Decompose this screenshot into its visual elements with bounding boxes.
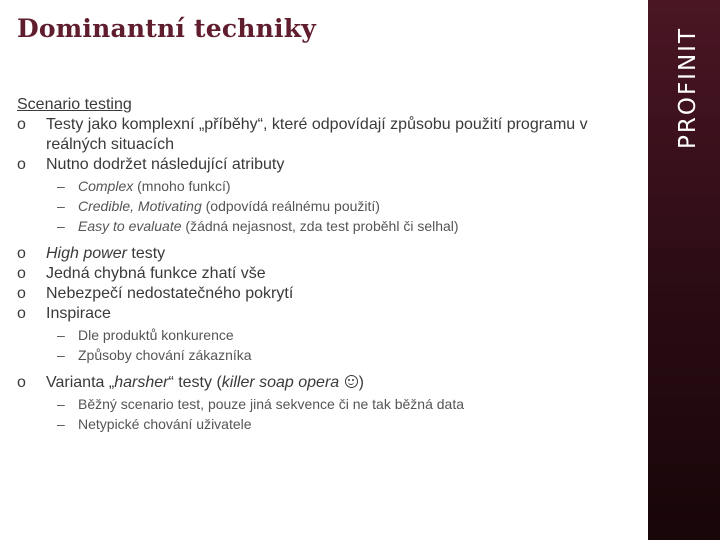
- bullet-text: Testy jako komplexní „příběhy“, které odpovídají způsobu použití programu v reálných situacích: [46, 116, 588, 153]
- sub-bullet-text: Netypické chování uživatele: [78, 416, 252, 432]
- bullet-text: ): [358, 374, 364, 391]
- bullet-marker: o: [17, 285, 26, 302]
- bullet-item: [17, 244, 637, 264]
- bullet-text: [339, 374, 343, 391]
- slide-title: Dominantní techniky: [17, 14, 316, 43]
- section-heading: Scenario testing: [17, 96, 132, 113]
- bullet-text: Varianta „: [46, 374, 115, 391]
- dash-marker: –: [57, 396, 65, 412]
- sub-bullet-text: Způsoby chování zákazníka: [78, 347, 252, 363]
- bullet-text: Inspirace: [46, 305, 111, 322]
- sub-bullet-item: [17, 196, 637, 216]
- bullet-item: [17, 264, 637, 284]
- sub-bullet-item: [17, 325, 637, 345]
- brand-logo: PROFINIT: [675, 26, 701, 150]
- bullet-marker: o: [17, 116, 26, 133]
- bullet-emphasis: killer soap opera: [221, 374, 340, 391]
- bullet-text: Nutno dodržet následující atributy: [46, 156, 285, 173]
- bullet-text: Jedná chybná funkce zhatí vše: [46, 265, 266, 282]
- sub-bullet-item: [17, 176, 637, 196]
- sub-bullet-emphasis: Easy to evaluate: [78, 218, 182, 234]
- sub-bullet-item: [17, 216, 637, 236]
- dash-marker: –: [57, 198, 65, 214]
- dash-marker: –: [57, 178, 65, 194]
- sub-bullet-emphasis: Complex: [78, 178, 134, 194]
- smiley-icon: [345, 375, 358, 388]
- bullet-emphasis: harsher: [114, 374, 169, 391]
- sub-bullet-text: (odpovídá reálnému použití): [201, 198, 380, 214]
- bullet-emphasis: High power: [46, 245, 127, 262]
- bullet-marker: o: [17, 265, 26, 282]
- sub-bullet-item: [17, 345, 637, 365]
- bullet-marker: o: [17, 374, 26, 391]
- bullet-item: [17, 304, 637, 324]
- bullet-marker: o: [17, 245, 26, 262]
- sub-bullet-text: (žádná nejasnost, zda test proběhl či selhal): [181, 218, 459, 234]
- bullet-text: testy: [126, 245, 166, 262]
- bullet-marker: o: [17, 305, 26, 322]
- bullet-text: “ testy (: [168, 374, 222, 391]
- bullet-item: [17, 155, 637, 175]
- bullet-marker: o: [17, 156, 26, 173]
- sub-bullet-text: Běžný scenario test, pouze jiná sekvence či ne tak běžná data: [78, 396, 465, 412]
- dash-marker: –: [57, 327, 65, 343]
- sub-bullet-text: Dle produktů konkurence: [78, 327, 234, 343]
- bullet-item: [17, 284, 637, 304]
- slide-content: [17, 95, 637, 434]
- bullet-text: Nebezpečí nedostatečného pokrytí: [46, 285, 294, 302]
- sub-bullet-emphasis: Credible, Motivating: [78, 198, 202, 214]
- bullet-item: [17, 373, 637, 393]
- dash-marker: –: [57, 347, 65, 363]
- sub-bullet-text: (mnoho funkcí): [133, 178, 231, 194]
- dash-marker: –: [57, 416, 65, 432]
- dash-marker: –: [57, 218, 65, 234]
- sub-bullet-item: [17, 394, 637, 414]
- bullet-item: [17, 115, 637, 155]
- sub-bullet-item: [17, 414, 637, 434]
